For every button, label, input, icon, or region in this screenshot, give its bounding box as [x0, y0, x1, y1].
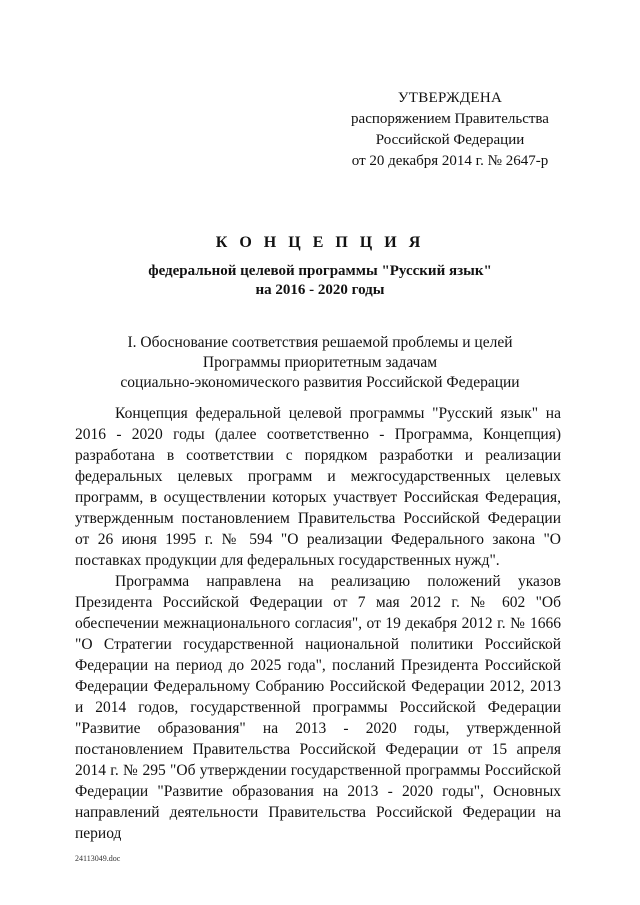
approval-line-1: распоряжением Правительства	[351, 111, 549, 127]
approval-stamp	[330, 88, 570, 172]
approval-title: УТВЕРЖДЕНА	[397, 90, 503, 106]
section-heading	[0, 333, 640, 393]
footer-filename: 24113049.doc	[75, 854, 121, 863]
document-title: К О Н Ц Е П Ц И Я	[215, 234, 425, 251]
document-subtitle-line-1: федеральной целевой программы "Русский язык"	[148, 263, 492, 279]
document-subtitle	[0, 262, 640, 300]
body-text	[75, 403, 561, 844]
section-heading-line-1: I. Обоснование соответствия решаемой проблемы и целей	[127, 334, 513, 351]
paragraph: Концепция федеральной целевой программы "Русский язык" на 2016 - 2020 годы (далее соответственно - Программа, Концепция) разработана в соответствии с порядком разработки и реализации федеральных целевых программ и межгосударственных целевых программ, в осуществлении которых участвует Российская Федерация, утвержденным постановлением Правительства Российской Федерации от 26 июня 1995 г. № 594 "О реализации Федерального закона "О поставках продукции для федеральных государственных нужд".	[75, 405, 561, 569]
section-heading-line-2: Программы приоритетным задачам	[202, 354, 438, 371]
paragraph: Программа направлена на реализацию положений указов Президента Российской Федерации от 7 мая 2012 г. № 602 "Об обеспечении межнационального согласия", от 19 декабря 2012 г. № 1666 "О Стратегии государственной национальной политики Российской Федерации на период до 2025 года", посланий Президента Российской Федерации Федеральному Собранию Российской Федерации 2012, 2013 и 2014 годов, государственной программы Российской Федерации "Развитие образования" на 2013 - 2020 годы, утвержденной постановлением Правительства Российской Федерации от 15 апреля 2014 г. № 295 "Об утверждении государственной программы Российской Федерации "Развитие образования на 2013 - 2020 годы", Основных направлений деятельности Правительства Российской Федерации на период	[75, 573, 561, 842]
document-subtitle-line-2: на 2016 - 2020 годы	[255, 282, 385, 298]
section-heading-line-3: социально-экономического развития Российской Федерации	[120, 374, 520, 391]
approval-line-3: от 20 декабря 2014 г. № 2647-р	[351, 153, 549, 169]
approval-line-2: Российской Федерации	[375, 132, 525, 148]
